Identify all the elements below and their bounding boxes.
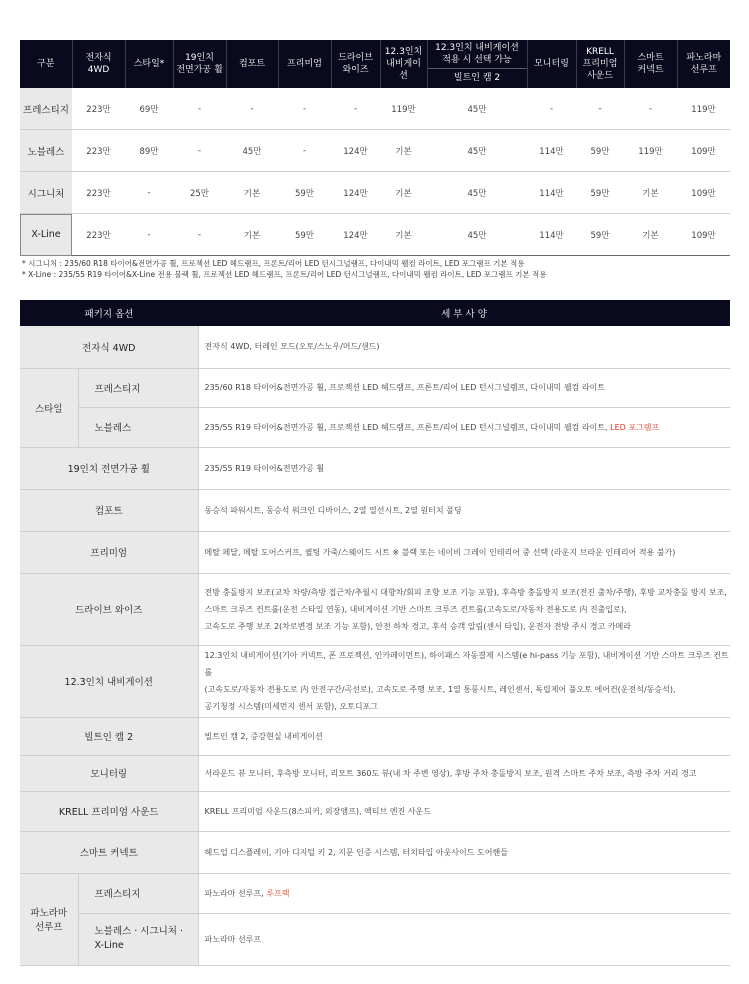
option-label: 모니터링: [20, 755, 198, 791]
footnote: * X-Line : 235/55 R19 타이어&X-Line 전용 블랙 휠, 프로젝션 LED 헤드램프, 프론트/리어 LED 턴시그널램프, 다이내믹 웰컴 라이트, LED 포그램프 기본 적용: [22, 270, 547, 279]
price-cell: -: [125, 214, 173, 256]
price-cell: 기본: [624, 214, 677, 256]
option-label: 스마트 커넥트: [20, 831, 198, 873]
header-smart-connect: 스마트 커넥트: [624, 40, 677, 88]
package-table: [20, 300, 730, 966]
price-cell: 기본: [624, 172, 677, 214]
option-label: 전자식 4WD: [20, 326, 198, 368]
price-cell: 109만: [677, 130, 730, 172]
price-cell: 119만: [677, 88, 730, 130]
price-cell: -: [173, 214, 226, 256]
price-cell: 59만: [576, 130, 624, 172]
price-cell: -: [173, 130, 226, 172]
header-package-option: 패키지 옵션: [20, 300, 198, 326]
price-cell: 114만: [527, 214, 576, 256]
header-19inch-wheel: 19인치 전면가공 휠: [173, 40, 226, 88]
price-cell: -: [125, 172, 173, 214]
table-row: [20, 913, 730, 965]
table-row: [20, 368, 730, 407]
table-row: [20, 172, 730, 214]
price-cell: 223만: [72, 88, 125, 130]
header-builtin-cam: 빌트인 캠 2: [427, 68, 527, 88]
price-cell: 59만: [278, 214, 331, 256]
price-cell: 124만: [331, 172, 380, 214]
price-cell: 109만: [677, 214, 730, 256]
trim-name: 노블레스: [20, 130, 72, 172]
trim-name: 시그니처: [20, 172, 72, 214]
price-cell: 59만: [576, 214, 624, 256]
price-cell: 69만: [125, 88, 173, 130]
price-cell: 45만: [226, 130, 278, 172]
table-row: [20, 489, 730, 531]
price-cell: -: [527, 88, 576, 130]
price-cell: 223만: [72, 130, 125, 172]
price-cell: 기본: [380, 214, 427, 256]
price-cell: 119만: [624, 130, 677, 172]
option-detail: 파노라마 선루프, 루프랙: [198, 873, 730, 913]
option-detail: KRELL 프리미엄 사운드(8스피커, 외장앰프), 액티브 엔진 사운드: [198, 791, 730, 831]
price-cell: -: [226, 88, 278, 130]
price-cell: 45만: [427, 130, 527, 172]
table-row: [20, 214, 730, 256]
price-cell: -: [278, 130, 331, 172]
option-sublabel: 노블레스: [78, 407, 198, 447]
header-navigation: 12.3인치 내비게이션: [380, 40, 427, 88]
option-detail: 서라운드 뷰 모니터, 후측방 모니터, 리모트 360도 뷰(내 차 주변 영상), 후방 주차 충돌방지 보조, 원격 스마트 주차 보조, 측방 주차 거리 경고: [198, 755, 730, 791]
price-cell: -: [331, 88, 380, 130]
price-cell: 114만: [527, 130, 576, 172]
table-row: [20, 531, 730, 573]
price-cell: 114만: [527, 172, 576, 214]
table-row: [20, 717, 730, 755]
option-detail: 헤드업 디스플레이, 기아 디지털 키 2, 지문 인증 시스템, 터치타입 아웃사이드 도어핸들: [198, 831, 730, 873]
table-row: [20, 326, 730, 368]
table-row: [20, 407, 730, 447]
option-label: 파노라마 선루프: [20, 873, 78, 965]
price-cell: 기본: [226, 214, 278, 256]
price-cell: 89만: [125, 130, 173, 172]
table-row: [20, 447, 730, 489]
price-cell: 124만: [331, 130, 380, 172]
header-details: 세 부 사 양: [198, 300, 730, 326]
option-detail: 빌트인 캠 2, 증강현실 내비게이션: [198, 717, 730, 755]
option-label: 19인치 전면가공 휠: [20, 447, 198, 489]
table-row: [20, 791, 730, 831]
header-krell: KRELL 프리미엄 사운드: [576, 40, 624, 88]
price-cell: 45만: [427, 214, 527, 256]
table-row: [20, 88, 730, 130]
table-row: [20, 755, 730, 791]
price-cell: -: [576, 88, 624, 130]
price-cell: 109만: [677, 172, 730, 214]
table-row: [20, 130, 730, 172]
header-drive-wise: 드라이브 와이즈: [331, 40, 380, 88]
header-category: 구분: [20, 40, 72, 88]
trim-name: X-Line: [20, 214, 72, 256]
price-cell: 45만: [427, 88, 527, 130]
option-detail: 전자식 4WD, 터레인 모드(오토/스노우/머드/샌드): [198, 326, 730, 368]
option-detail: 235/60 R18 타이어&전면가공 휠, 프로젝션 LED 헤드램프, 프론트/리어 LED 턴시그널램프, 다이내믹 웰컴 라이트: [198, 368, 730, 407]
option-label: KRELL 프리미엄 사운드: [20, 791, 198, 831]
option-detail: 파노라마 선루프: [198, 913, 730, 965]
option-detail: 전방 충돌방지 보조(교차 차량/측방 접근차/추월시 대향차/회피 조향 보조 기능 포함), 후측방 충돌방지 보조(전진 출차/주행), 후방 교차충돌 방지 보조, 스마트 크루즈 컨트롤(운전 스타일 연동), 내비게이션 기반 스마트 크루즈 컨트롤(고속도로/자동차 전용도로 内 진출입로), 고속도로 주행 보조 2(차로변경 보조 기능 포함), 안전 하차 경고, 후석 승객 알림(센서 타입), 운전자 전방 주시 경고 카메라: [198, 573, 730, 645]
table-row: [20, 645, 730, 717]
option-label: 스타일: [20, 368, 78, 447]
highlight-text: LED 포그램프: [610, 422, 660, 432]
option-label: 컴포트: [20, 489, 198, 531]
price-cell: 기본: [380, 172, 427, 214]
price-cell: 223만: [72, 214, 125, 256]
option-label: 빌트인 캠 2: [20, 717, 198, 755]
price-cell: -: [278, 88, 331, 130]
price-cell: 124만: [331, 214, 380, 256]
table-row: [20, 573, 730, 645]
price-cell: 45만: [427, 172, 527, 214]
header-comfort: 컴포트: [226, 40, 278, 88]
option-label: 프리미엄: [20, 531, 198, 573]
price-cell: 기본: [380, 130, 427, 172]
table-row: [20, 831, 730, 873]
price-cell: 119만: [380, 88, 427, 130]
price-cell: 25만: [173, 172, 226, 214]
option-detail: 동승석 파워시트, 동승석 워크인 디바이스, 2열 열선시트, 2열 원터치 폴딩: [198, 489, 730, 531]
option-detail: 12.3인치 내비게이션(기아 커넥트, 폰 프로젝션, 인카페이먼트), 하이패스 자동결제 시스템(e hi-pass 기능 포함), 내비게이션 기반 스마트 크루즈 컨트롤 (고속도로/자동차 전용도로 内 안전구간/곡선로), 고속도로 주행 보조, 1열 통풍시트, 레인센서, 독립제어 풀오토 에어컨(운전석/동승석), 공기청정 시스템(미세먼지 센서 포함), 오토디포그: [198, 645, 730, 717]
header-sunroof: 파노라마 선루프: [677, 40, 730, 88]
highlight-text: 루프랙: [266, 888, 290, 898]
option-label: 드라이브 와이즈: [20, 573, 198, 645]
price-cell: -: [173, 88, 226, 130]
option-detail: 235/55 R19 타이어&전면가공 휠: [198, 447, 730, 489]
footnote: * 시그니처 : 235/60 R18 타이어&전면가공 휠, 프로젝션 LED 헤드램프, 프론트/리어 LED 턴시그널램프, 다이내믹 웰컴 라이트, LED 포그램프 기본 적용: [22, 259, 525, 268]
header-navi-option: 12.3인치 내비게이션 적용 시 선택 가능: [427, 40, 527, 68]
price-cell: 59만: [576, 172, 624, 214]
option-sublabel: 프레스티지: [78, 873, 198, 913]
option-sublabel: 노블레스 · 시그니처 · X-Line: [78, 913, 198, 965]
option-detail: 235/55 R19 타이어&전면가공 휠, 프로젝션 LED 헤드램프, 프론트/리어 LED 턴시그널램프, 다이내믹 웰컴 라이트, LED 포그램프: [198, 407, 730, 447]
header-style: 스타일*: [125, 40, 173, 88]
option-sublabel: 프레스티지: [78, 368, 198, 407]
header-premium: 프리미엄: [278, 40, 331, 88]
header-4wd: 전자식 4WD: [72, 40, 125, 88]
price-cell: 223만: [72, 172, 125, 214]
table-row: [20, 873, 730, 913]
price-cell: -: [624, 88, 677, 130]
header-monitoring: 모니터링: [527, 40, 576, 88]
footnotes: [22, 258, 546, 280]
option-label: 12.3인치 내비게이션: [20, 645, 198, 717]
trim-name: 프레스티지: [20, 88, 72, 130]
price-table: [20, 40, 730, 256]
price-cell: 기본: [226, 172, 278, 214]
option-detail: 메탈 페달, 메탈 도어스커프, 퀼팅 가죽/스웨이드 시트 ※ 블랙 또는 네이비 그레이 인테리어 중 선택 (라운지 브라운 인테리어 적용 불가): [198, 531, 730, 573]
price-cell: 59만: [278, 172, 331, 214]
